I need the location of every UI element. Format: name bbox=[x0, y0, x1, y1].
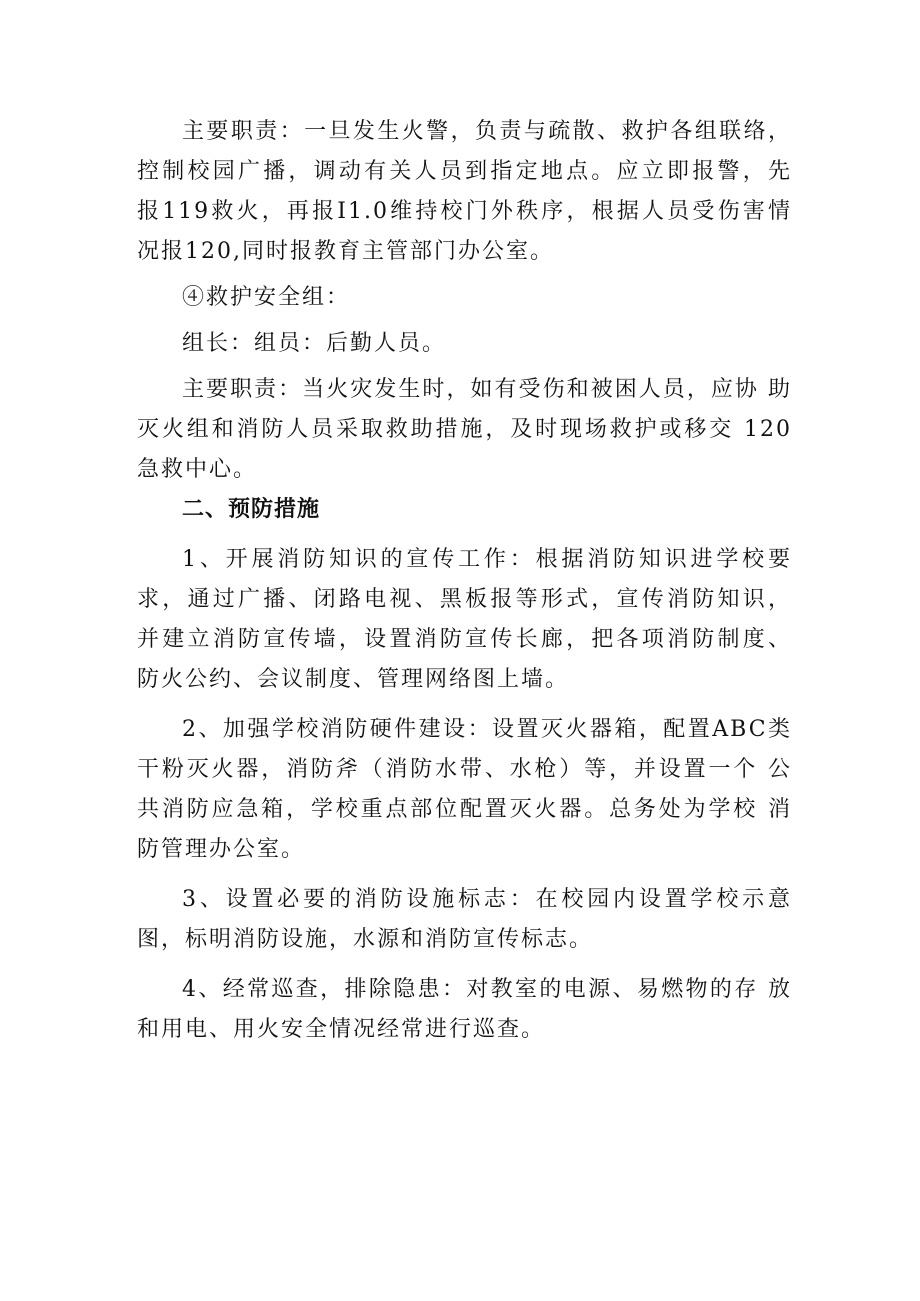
measure-item-4: 4、经常巡查，排除隐患：对教室的电源、易燃物的存 放和用电、用火安全情况经常进行巡查。 bbox=[137, 977, 792, 1042]
section-heading-prevention: 二、预防措施 bbox=[182, 497, 321, 522]
paragraph-rescue-group-duties: 主要职责：当火灾发生时，如有受伤和被困人员，应协 助灭火组和消防人员采取救助措施，及时现场救护或移交 120急救中心。 bbox=[137, 377, 792, 482]
measure-item-3: 3、设置必要的消防设施标志：在校园内设置学校示意 图，标明消防设施，水源和消防宣传标志。 bbox=[137, 887, 792, 952]
measure-item-2: 2、加强学校消防硬件建设：设置灭火器箱，配置ABC类干粉灭火器，消防斧（消防水带、水枪）等，并设置一个 公共消防应急箱，学校重点部位配置灭火器。总务处为学校 消防管理办公室。 bbox=[137, 717, 792, 862]
paragraph-rescue-group-title: ④救护安全组： bbox=[182, 285, 351, 310]
paragraph-rescue-group-members: 组长：组员：后勤人员。 bbox=[182, 331, 447, 356]
document-body bbox=[137, 112, 792, 1050]
measure-item-1: 1、开展消防知识的宣传工作：根据消防知识进学校要 求，通过广播、闭路电视、黑板报等形式，宣传消防知识， 并建立消防宣传墙，设置消防宣传长廊，把各项消防制度、 防火公约、会议制度、管理网络图上墙。 bbox=[137, 547, 792, 692]
paragraph-main-duties-liaison: 主要职责：一旦发生火警，负责与疏散、救护各组联络， 控制校园广播，调动有关人员到指定地点。应立即报警，先 报119救火，再报I1.0维持校门外秩序，根据人员受伤害情 况报120,同时报教育主管部门办公室。 bbox=[137, 119, 792, 264]
